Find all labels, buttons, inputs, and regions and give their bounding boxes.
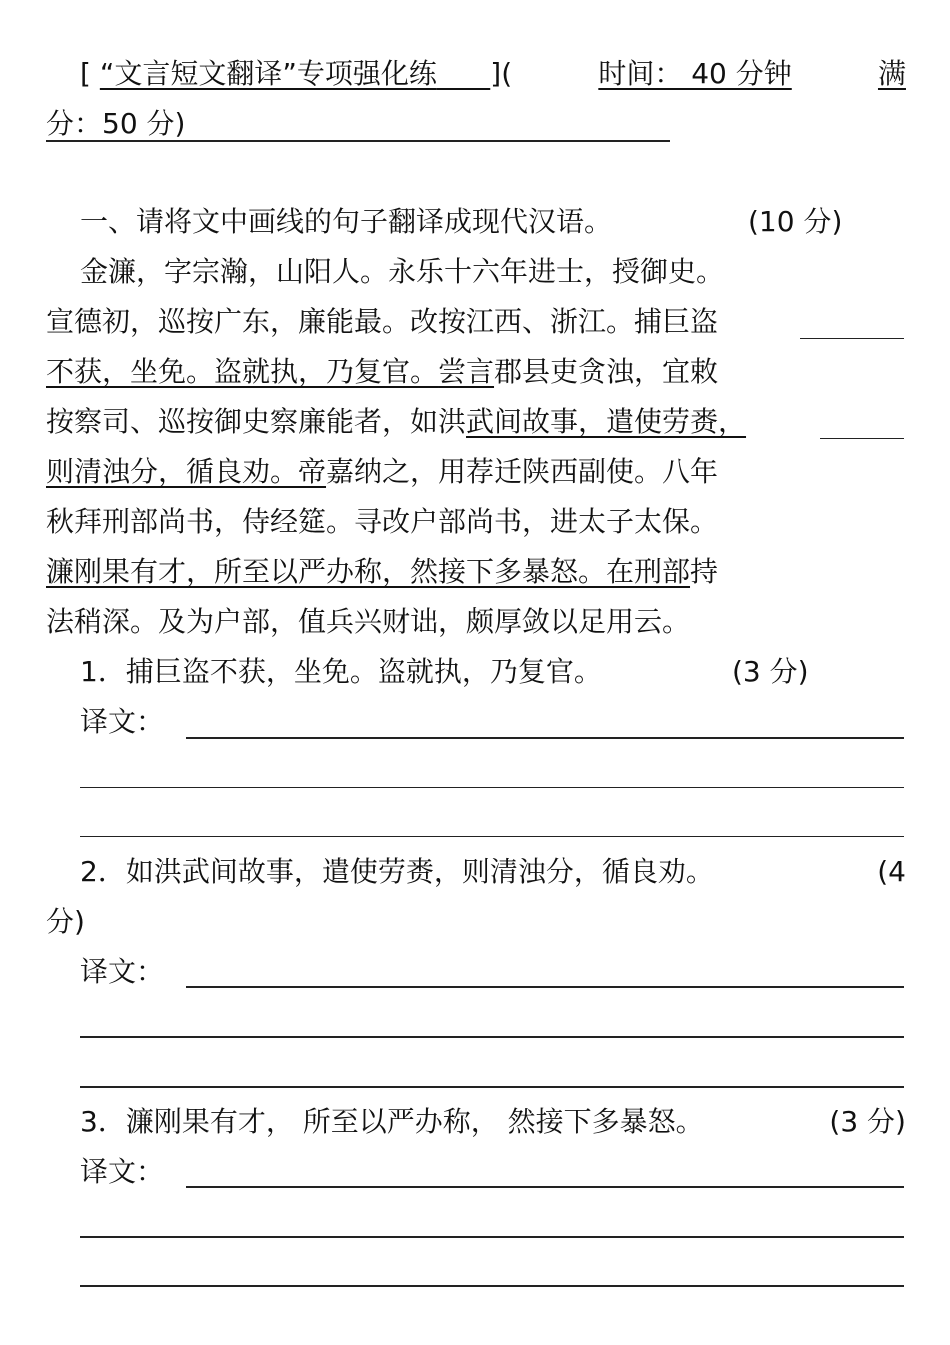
underlined-sentence-2a: 武间故事，遣使劳赉， (466, 405, 747, 438)
question-1-text: 捕巨盗不获，坐免。盗就执，乃复官。 (125, 655, 602, 688)
passage-line-7-text: 持 (690, 555, 719, 588)
section-instruction: 一、请将文中画线的句子翻译成现代汉语。 (80, 205, 613, 238)
question-1 (80, 652, 906, 692)
passage-line-6: 秋拜刑部尚书，侍经筵。寻改户部尚书，进太子太保。 (46, 505, 719, 538)
underlined-sentence-3: 濂刚果有才，所至以严办称，然接下多暴怒。在刑部 (46, 555, 691, 588)
question-2-points: (4 (877, 855, 906, 888)
header-title: “文言短文翻译”专项强化练 (99, 57, 437, 90)
question-1-answer-line-1[interactable] (186, 737, 904, 739)
header-underline (46, 140, 670, 142)
passage-line-5-text: 嘉纳之，用荐迁陕西副使。八年 (326, 455, 719, 488)
question-2-answer-line-3[interactable] (80, 1086, 904, 1088)
underlined-sentence-1: 不获，坐免。盗就执，乃复官。 (46, 355, 439, 388)
passage-line-4-underline (820, 438, 904, 439)
underlined-fragment: 尝言 (438, 355, 495, 388)
passage-line-3 (46, 352, 906, 392)
passage-line-4-text: 按察司、巡按御史察廉能者，如洪 (46, 405, 467, 438)
header-line-2 (46, 104, 906, 144)
passage-line-8: 法稍深。及为户部，值兵兴财诎，颇厚敛以足用云。 (46, 605, 691, 638)
passage-line-2-underline (800, 338, 904, 339)
bracket-open: [ (80, 57, 91, 90)
section-points: (10 分) (748, 205, 843, 238)
question-1-points: (3 分) (732, 655, 809, 688)
passage-line-3-text: 郡县吏贪浊，宜敕 (494, 355, 719, 388)
header-full: 满 (877, 57, 906, 90)
question-3-answer-line-2[interactable] (80, 1236, 904, 1238)
question-3-number: 3． (80, 1105, 126, 1138)
question-1-answer-line-2[interactable] (80, 787, 904, 788)
passage-line-4 (46, 402, 906, 442)
bracket-close: ]( (490, 57, 513, 90)
passage-line-5 (46, 452, 906, 492)
section-heading (80, 202, 906, 242)
question-1-number: 1． (80, 655, 126, 688)
question-3-answer-line-3[interactable] (80, 1285, 904, 1287)
header-full-score: 分：50 分) (46, 107, 186, 140)
header-title-group (80, 54, 512, 94)
question-2-answer-line-2[interactable] (80, 1036, 904, 1038)
underlined-sentence-2b: 则清浊分，循良劝。帝 (46, 455, 327, 488)
question-1-answer-line-3[interactable] (80, 836, 904, 837)
passage-line-2-text: 宣德初，巡按广东，廉能最。改按江西、浙江。捕巨盗 (46, 305, 719, 338)
question-3-text: 濂刚果有才， 所至以严办称， 然接下多暴怒。 (125, 1105, 704, 1138)
passage-line-2 (46, 302, 906, 342)
header-line-1 (80, 54, 906, 94)
question-3-answer-label: 译文： (80, 1155, 165, 1188)
question-2-text: 如洪武间故事，遣使劳赉，则清浊分，循良劝。 (125, 855, 714, 888)
header-time: 时间： 40 分钟 (598, 57, 792, 90)
question-3-points: (3 分) (829, 1105, 906, 1138)
question-2-number: 2． (80, 855, 126, 888)
question-1-answer-label: 译文： (80, 705, 165, 738)
question-3 (80, 1102, 906, 1142)
question-2-points-cont: 分) (46, 905, 85, 938)
question-3-answer-line-1[interactable] (186, 1186, 904, 1188)
question-2 (80, 852, 906, 892)
passage-line-1: 金濂，字宗瀚，山阳人。永乐十六年进士，授御史。 (80, 255, 725, 288)
question-2-answer-line-1[interactable] (186, 986, 904, 988)
passage-line-7 (46, 552, 906, 592)
question-2-answer-label: 译文： (80, 955, 165, 988)
